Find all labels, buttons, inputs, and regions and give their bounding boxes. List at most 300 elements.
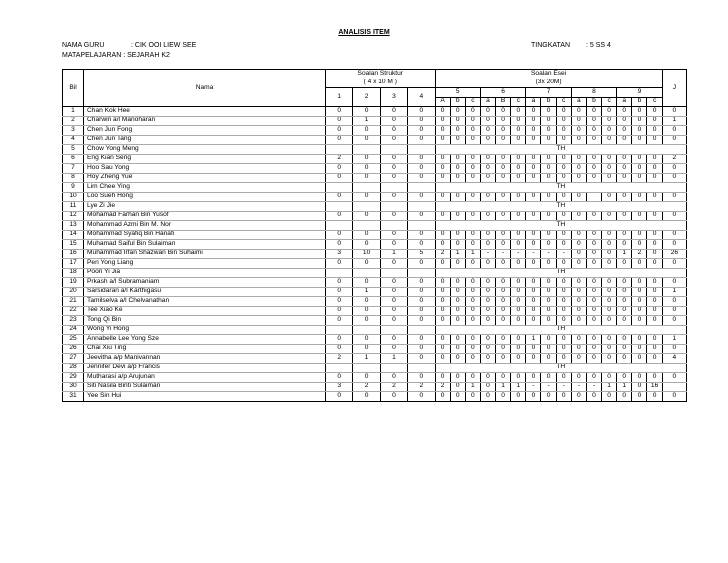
score-cell: 0 bbox=[632, 135, 647, 145]
score-cell: 1 bbox=[380, 354, 407, 364]
score-cell: 0 bbox=[556, 287, 571, 297]
score-cell: 0 bbox=[380, 116, 407, 126]
score-cell: 0 bbox=[511, 126, 526, 136]
score-cell: 0 bbox=[326, 287, 353, 297]
student-name: Tamilselva a/l Chelvanathan bbox=[84, 297, 326, 307]
score-cell: 0 bbox=[326, 392, 353, 402]
student-name: Siti Nasila Binti Sulaiman bbox=[84, 382, 326, 392]
total-cell: 16 bbox=[647, 382, 662, 392]
score-cell: 0 bbox=[450, 135, 465, 145]
total-cell: 1 bbox=[662, 287, 686, 297]
score-cell: 1 bbox=[465, 382, 480, 392]
score-cell: 0 bbox=[480, 164, 495, 174]
table-row bbox=[63, 373, 687, 383]
score-cell: 0 bbox=[556, 154, 571, 164]
score-cell: 0 bbox=[571, 344, 586, 354]
score-cell: 0 bbox=[541, 373, 556, 383]
score-cell: 0 bbox=[526, 354, 541, 364]
score-cell: - bbox=[586, 382, 601, 392]
header-esei: Soalan Esei bbox=[435, 70, 662, 79]
score-cell: 0 bbox=[408, 316, 435, 326]
score-cell: 0 bbox=[435, 297, 450, 307]
score-cell: 0 bbox=[602, 249, 617, 259]
header-part: a bbox=[617, 97, 632, 107]
row-number: 25 bbox=[63, 335, 84, 345]
score-cell: 0 bbox=[617, 126, 632, 136]
score-cell: 0 bbox=[480, 287, 495, 297]
score-cell: 0 bbox=[647, 259, 662, 269]
score-cell: 0 bbox=[380, 373, 407, 383]
row-number: 2 bbox=[63, 116, 84, 126]
score-cell: 0 bbox=[526, 211, 541, 221]
score-cell: 2 bbox=[408, 382, 435, 392]
score-cell: 0 bbox=[450, 211, 465, 221]
table-row bbox=[63, 173, 687, 183]
score-cell: 0 bbox=[353, 316, 380, 326]
score-cell: 0 bbox=[556, 354, 571, 364]
score-cell: 0 bbox=[556, 173, 571, 183]
score-cell: 0 bbox=[556, 335, 571, 345]
table-row bbox=[63, 183, 687, 193]
score-cell: 0 bbox=[571, 297, 586, 307]
score-cell: 0 bbox=[526, 164, 541, 174]
score-cell: 0 bbox=[586, 297, 601, 307]
score-cell: 0 bbox=[571, 240, 586, 250]
score-cell: 0 bbox=[541, 164, 556, 174]
header-esei-sub: (3x 20M) bbox=[435, 79, 662, 88]
score-cell: 0 bbox=[647, 373, 662, 383]
score-cell: 0 bbox=[556, 259, 571, 269]
score-cell: 0 bbox=[480, 135, 495, 145]
score-cell: 0 bbox=[511, 344, 526, 354]
score-cell: 0 bbox=[571, 278, 586, 288]
row-number: 14 bbox=[63, 230, 84, 240]
total-cell: 0 bbox=[662, 259, 686, 269]
header-struktur-sub: ( 4 x 10 M ) bbox=[326, 79, 435, 88]
score-cell: 0 bbox=[465, 240, 480, 250]
header-part: a bbox=[480, 97, 495, 107]
score-cell: 0 bbox=[450, 230, 465, 240]
score-cell: 0 bbox=[353, 306, 380, 316]
score-cell: 0 bbox=[380, 316, 407, 326]
score-cell: 0 bbox=[617, 135, 632, 145]
score-cell: - bbox=[511, 249, 526, 259]
score-cell: 0 bbox=[326, 373, 353, 383]
score-cell: 0 bbox=[353, 297, 380, 307]
row-number: 3 bbox=[63, 126, 84, 136]
score-cell: 0 bbox=[632, 354, 647, 364]
score-cell: 0 bbox=[571, 230, 586, 240]
score-cell: 0 bbox=[541, 392, 556, 402]
score-cell: 0 bbox=[602, 316, 617, 326]
score-cell: 0 bbox=[435, 126, 450, 136]
score-cell: 0 bbox=[450, 107, 465, 117]
score-cell: 0 bbox=[556, 344, 571, 354]
score-cell: 0 bbox=[526, 297, 541, 307]
score-cell: 0 bbox=[602, 373, 617, 383]
score-cell: 0 bbox=[326, 164, 353, 174]
score-cell: 0 bbox=[496, 164, 511, 174]
score-cell bbox=[326, 221, 353, 231]
score-cell: 0 bbox=[465, 164, 480, 174]
score-cell: 0 bbox=[408, 297, 435, 307]
score-cell: 0 bbox=[602, 278, 617, 288]
score-cell: 0 bbox=[541, 278, 556, 288]
row-number: 23 bbox=[63, 316, 84, 326]
score-cell: 0 bbox=[586, 373, 601, 383]
score-cell: 0 bbox=[496, 126, 511, 136]
score-cell: 0 bbox=[326, 135, 353, 145]
score-cell bbox=[326, 202, 353, 212]
score-cell: 0 bbox=[496, 154, 511, 164]
table-row bbox=[63, 335, 687, 345]
score-cell: 0 bbox=[380, 392, 407, 402]
student-name: Hoy Zheng Yue bbox=[84, 173, 326, 183]
score-cell: 0 bbox=[541, 316, 556, 326]
score-cell: 0 bbox=[435, 107, 450, 117]
header-part: b bbox=[450, 97, 465, 107]
score-cell: 0 bbox=[408, 116, 435, 126]
score-cell: 0 bbox=[541, 135, 556, 145]
header-q1: 1 bbox=[326, 88, 353, 107]
score-cell: 0 bbox=[435, 164, 450, 174]
score-cell: 0 bbox=[465, 297, 480, 307]
score-cell bbox=[408, 268, 435, 278]
total-cell: 0 bbox=[662, 211, 686, 221]
score-cell: 0 bbox=[496, 297, 511, 307]
score-cell: 0 bbox=[586, 287, 601, 297]
student-name: Sarsidaran a/l Karthigasu bbox=[84, 287, 326, 297]
score-cell: 1 bbox=[465, 249, 480, 259]
score-cell: 0 bbox=[380, 240, 407, 250]
score-cell: 0 bbox=[496, 335, 511, 345]
subject-line: MATAPELAJARAN : SEJARAH K2 bbox=[62, 52, 170, 59]
score-cell: 0 bbox=[617, 297, 632, 307]
score-cell: 0 bbox=[511, 240, 526, 250]
score-cell: 0 bbox=[435, 154, 450, 164]
score-cell: 0 bbox=[326, 116, 353, 126]
score-cell: 0 bbox=[556, 278, 571, 288]
score-cell: 0 bbox=[408, 392, 435, 402]
score-cell: 0 bbox=[586, 354, 601, 364]
absent-marker: TH bbox=[435, 325, 687, 335]
score-cell: 0 bbox=[602, 164, 617, 174]
score-cell: 0 bbox=[450, 392, 465, 402]
score-cell: 0 bbox=[632, 287, 647, 297]
score-cell: 0 bbox=[571, 259, 586, 269]
score-cell: 0 bbox=[511, 116, 526, 126]
row-number: 15 bbox=[63, 240, 84, 250]
score-cell: 0 bbox=[511, 230, 526, 240]
table-row bbox=[63, 325, 687, 335]
score-cell: 0 bbox=[647, 154, 662, 164]
score-cell: 0 bbox=[541, 126, 556, 136]
score-cell: 0 bbox=[408, 211, 435, 221]
score-cell: 0 bbox=[450, 173, 465, 183]
score-cell: 0 bbox=[435, 316, 450, 326]
score-cell: 0 bbox=[465, 373, 480, 383]
score-cell: 0 bbox=[602, 287, 617, 297]
score-cell: 0 bbox=[408, 287, 435, 297]
score-cell: 0 bbox=[632, 126, 647, 136]
score-cell: 0 bbox=[326, 335, 353, 345]
score-cell: 0 bbox=[465, 335, 480, 345]
score-cell bbox=[408, 202, 435, 212]
score-cell: 0 bbox=[380, 154, 407, 164]
score-cell: 0 bbox=[465, 107, 480, 117]
score-cell: 0 bbox=[632, 154, 647, 164]
table-row bbox=[63, 116, 687, 126]
score-cell: 0 bbox=[435, 335, 450, 345]
score-cell: 0 bbox=[617, 259, 632, 269]
score-cell: 0 bbox=[511, 297, 526, 307]
row-number: 5 bbox=[63, 145, 84, 155]
score-cell: 0 bbox=[465, 287, 480, 297]
score-cell: 0 bbox=[556, 192, 571, 202]
score-cell: 0 bbox=[353, 259, 380, 269]
score-cell bbox=[380, 221, 407, 231]
score-cell: 0 bbox=[602, 230, 617, 240]
score-cell: 0 bbox=[435, 278, 450, 288]
score-cell: 0 bbox=[380, 297, 407, 307]
score-cell: - bbox=[556, 382, 571, 392]
score-cell: 0 bbox=[632, 230, 647, 240]
score-cell bbox=[326, 183, 353, 193]
score-cell: 0 bbox=[586, 107, 601, 117]
score-cell: 0 bbox=[435, 259, 450, 269]
score-cell: 0 bbox=[408, 354, 435, 364]
row-number: 29 bbox=[63, 373, 84, 383]
score-cell: 1 bbox=[617, 382, 632, 392]
score-cell: 0 bbox=[480, 373, 495, 383]
score-cell: 0 bbox=[617, 154, 632, 164]
score-cell: 0 bbox=[617, 373, 632, 383]
score-cell: 1 bbox=[511, 382, 526, 392]
total-cell: 1 bbox=[662, 335, 686, 345]
table-row bbox=[63, 202, 687, 212]
score-cell: 0 bbox=[353, 335, 380, 345]
header-q5: 5 bbox=[435, 88, 480, 98]
student-name: Lye Zi Jie bbox=[84, 202, 326, 212]
score-cell: 0 bbox=[647, 116, 662, 126]
score-cell: 0 bbox=[571, 107, 586, 117]
score-cell: 0 bbox=[541, 192, 556, 202]
score-cell: 1 bbox=[353, 287, 380, 297]
score-cell: 0 bbox=[571, 135, 586, 145]
student-name: Chen Jun Tang bbox=[84, 135, 326, 145]
score-cell: 0 bbox=[526, 154, 541, 164]
score-cell: 0 bbox=[586, 211, 601, 221]
score-cell: 0 bbox=[435, 230, 450, 240]
score-cell: - bbox=[526, 382, 541, 392]
student-name: Lim Chee Ying bbox=[84, 183, 326, 193]
score-cell: 0 bbox=[556, 211, 571, 221]
student-name: Poon Yi Jia bbox=[84, 268, 326, 278]
score-cell: 0 bbox=[526, 192, 541, 202]
score-cell: 3 bbox=[326, 249, 353, 259]
score-cell: 0 bbox=[571, 306, 586, 316]
score-cell: 0 bbox=[496, 259, 511, 269]
level-value: : 5 SS 4 bbox=[586, 42, 611, 49]
score-cell: 0 bbox=[647, 278, 662, 288]
score-cell: 0 bbox=[326, 192, 353, 202]
score-cell: 0 bbox=[353, 240, 380, 250]
score-cell: 0 bbox=[326, 230, 353, 240]
absent-marker: TH bbox=[435, 202, 687, 212]
score-cell: 0 bbox=[526, 116, 541, 126]
student-name: Chan Kok Hee bbox=[84, 107, 326, 117]
score-cell: 0 bbox=[526, 373, 541, 383]
score-cell: 0 bbox=[465, 392, 480, 402]
score-cell: 0 bbox=[496, 211, 511, 221]
score-cell: 0 bbox=[408, 240, 435, 250]
score-cell: 0 bbox=[586, 249, 601, 259]
score-cell: 0 bbox=[617, 306, 632, 316]
header-q7: 7 bbox=[526, 88, 571, 98]
score-cell: 0 bbox=[450, 344, 465, 354]
score-cell: 1 bbox=[496, 382, 511, 392]
score-cell: 0 bbox=[556, 297, 571, 307]
score-cell: 0 bbox=[326, 211, 353, 221]
score-cell: 0 bbox=[380, 164, 407, 174]
score-cell: 0 bbox=[353, 230, 380, 240]
score-cell: 0 bbox=[617, 240, 632, 250]
header-part: c bbox=[602, 97, 617, 107]
score-cell: 0 bbox=[617, 278, 632, 288]
table-row bbox=[63, 354, 687, 364]
row-number: 7 bbox=[63, 164, 84, 174]
score-cell: 0 bbox=[326, 297, 353, 307]
score-cell: 0 bbox=[353, 173, 380, 183]
student-name: Wong Yi Hong bbox=[84, 325, 326, 335]
student-name: Chen Jun Fong bbox=[84, 126, 326, 136]
score-cell: 0 bbox=[647, 230, 662, 240]
score-cell: 0 bbox=[647, 249, 662, 259]
row-number: 30 bbox=[63, 382, 84, 392]
score-cell: 3 bbox=[326, 382, 353, 392]
row-number: 19 bbox=[63, 278, 84, 288]
score-cell: 0 bbox=[586, 392, 601, 402]
row-number: 10 bbox=[63, 192, 84, 202]
score-cell: 0 bbox=[556, 316, 571, 326]
score-cell bbox=[353, 268, 380, 278]
row-number: 22 bbox=[63, 306, 84, 316]
score-cell: 0 bbox=[586, 344, 601, 354]
score-cell bbox=[326, 268, 353, 278]
score-cell bbox=[380, 325, 407, 335]
score-cell: 0 bbox=[408, 344, 435, 354]
score-cell: 1 bbox=[602, 382, 617, 392]
score-cell: 0 bbox=[647, 287, 662, 297]
score-cell bbox=[353, 183, 380, 193]
score-cell: 0 bbox=[586, 116, 601, 126]
score-cell: 0 bbox=[496, 173, 511, 183]
row-number: 28 bbox=[63, 363, 84, 373]
header-part: a bbox=[526, 97, 541, 107]
score-cell: 0 bbox=[450, 154, 465, 164]
score-cell: 0 bbox=[408, 259, 435, 269]
score-cell: 0 bbox=[526, 230, 541, 240]
score-cell: 0 bbox=[353, 154, 380, 164]
score-cell: 0 bbox=[465, 154, 480, 164]
score-cell: 0 bbox=[450, 126, 465, 136]
header-part: c bbox=[647, 97, 662, 107]
row-number: 6 bbox=[63, 154, 84, 164]
score-cell: 0 bbox=[435, 344, 450, 354]
score-cell bbox=[326, 145, 353, 155]
score-cell: 0 bbox=[541, 107, 556, 117]
score-cell: 0 bbox=[480, 230, 495, 240]
score-cell: 0 bbox=[380, 192, 407, 202]
score-cell: 0 bbox=[511, 107, 526, 117]
score-cell: - bbox=[480, 249, 495, 259]
score-cell: 0 bbox=[617, 316, 632, 326]
score-cell: 0 bbox=[496, 278, 511, 288]
score-cell: 0 bbox=[480, 278, 495, 288]
score-cell: 0 bbox=[496, 240, 511, 250]
score-cell: 0 bbox=[496, 135, 511, 145]
row-number: 27 bbox=[63, 354, 84, 364]
score-cell: 0 bbox=[511, 164, 526, 174]
row-number: 12 bbox=[63, 211, 84, 221]
score-cell: 0 bbox=[526, 287, 541, 297]
score-cell: 0 bbox=[326, 173, 353, 183]
score-cell: 0 bbox=[408, 230, 435, 240]
score-cell: 0 bbox=[586, 335, 601, 345]
score-cell: 0 bbox=[617, 230, 632, 240]
score-cell: 0 bbox=[541, 173, 556, 183]
score-cell: 0 bbox=[353, 107, 380, 117]
score-cell: 0 bbox=[602, 192, 617, 202]
score-cell: 0 bbox=[556, 240, 571, 250]
score-cell: 2 bbox=[353, 382, 380, 392]
score-cell: 0 bbox=[586, 126, 601, 136]
table-row bbox=[63, 287, 687, 297]
score-cell: 0 bbox=[511, 278, 526, 288]
score-cell bbox=[408, 183, 435, 193]
score-cell bbox=[380, 183, 407, 193]
score-cell: 0 bbox=[480, 306, 495, 316]
score-cell: 0 bbox=[353, 135, 380, 145]
absent-marker: TH bbox=[435, 145, 687, 155]
score-cell: 0 bbox=[602, 354, 617, 364]
score-cell: 0 bbox=[571, 154, 586, 164]
score-cell: 0 bbox=[465, 259, 480, 269]
score-cell: 0 bbox=[586, 135, 601, 145]
score-cell: 0 bbox=[353, 126, 380, 136]
absent-marker: TH bbox=[435, 221, 687, 231]
header-q6: 6 bbox=[480, 88, 525, 98]
score-cell: 0 bbox=[647, 354, 662, 364]
score-cell: 0 bbox=[496, 192, 511, 202]
score-cell: 1 bbox=[380, 249, 407, 259]
student-name: Muhammad Irfan Shazwan Bin Suhaimi bbox=[84, 249, 326, 259]
score-cell: 1 bbox=[450, 249, 465, 259]
score-cell: 0 bbox=[380, 287, 407, 297]
score-cell: 0 bbox=[571, 316, 586, 326]
score-cell: 0 bbox=[632, 116, 647, 126]
score-cell: 0 bbox=[435, 211, 450, 221]
score-cell: 0 bbox=[647, 392, 662, 402]
table-row bbox=[63, 164, 687, 174]
score-cell: 0 bbox=[647, 344, 662, 354]
header-q3: 3 bbox=[380, 88, 407, 107]
absent-marker: TH bbox=[435, 183, 687, 193]
score-cell: 0 bbox=[380, 211, 407, 221]
score-cell: 0 bbox=[602, 259, 617, 269]
score-cell: 0 bbox=[480, 392, 495, 402]
score-cell: 0 bbox=[647, 164, 662, 174]
